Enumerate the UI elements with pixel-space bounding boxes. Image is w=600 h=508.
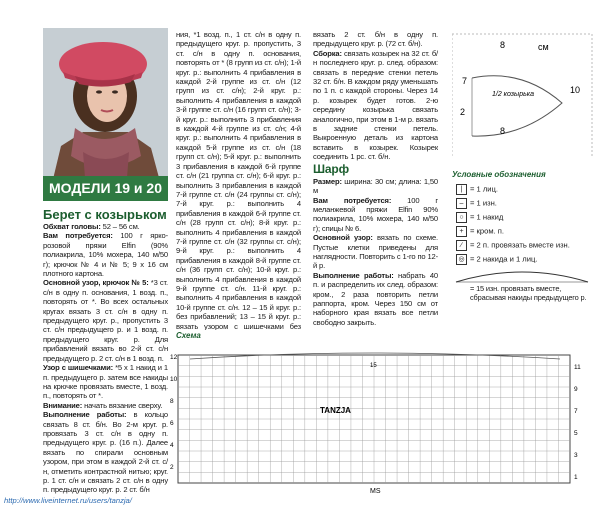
legend-item: + = кром. п. [456, 226, 504, 237]
ms-label: MS [370, 488, 381, 494]
woman-in-beret-image [43, 28, 168, 200]
row-label: 7 [574, 408, 578, 415]
legend-note: = 15 изн. провязать вместе, сбрасывая накиды предыдущего р. [470, 284, 587, 302]
scarf-column: вязать 2 ст. б/н в одну п. предыдущего круг. р. (72 ст. б/н). Сборка: связать козырек на 32 ст. б/н последнего круг. р. след. образом: связать в передние стенки петель 32 ст. б/н. В каждом ряду уменьшать по 1 п. с каждой стороны. Через 14 р. козырек будет готов. 2-ю середину козырька связать аналогично, при этом в 1-м р. вязать в задние стенки петель. Выкроенную деталь из картона вставить в козырек. Козырек соединить 1 рс. ст. б/н. Шарф Размер: ширина: 30 см; длина: 1,50 м Вам потребуется: 100 г меланжевой пряжи Elfin 90% полиакрила, 10% мохера, 140 м/50 г); спицы № 6. Основной узор: вязать по схеме. Пустые клетки приведены для наглядности. Повторить с 1-го по 12-й р. Выполнение работы: набрать 40 п. и распределить их след. образом: кром., 2 раза повторить петли раппорта, кром. Через 150 см от наборного края вязать все петли свободно закрыть. [313, 30, 438, 327]
brim-label: 1/2 козырька [492, 91, 534, 98]
dim-2: 2 [460, 107, 466, 117]
legend-item: ◎ = 2 накида и 1 лиц. [456, 254, 537, 265]
dim-10: 10 [570, 85, 581, 95]
row-label: 5 [574, 430, 578, 437]
legend-item: ∕ = 2 п. провязать вместе изн. [456, 240, 570, 251]
legend-item: ○ = 1 накид [456, 212, 503, 223]
dim-8-bottom: 8 [500, 126, 506, 136]
label: Обхват головы: [43, 222, 101, 231]
scarf-title: Шарф [313, 161, 349, 176]
beret-instructions: Обхват головы: 52 – 56 см. Вам потребуется: 100 г ярко-розовой пряжи Elfin (90% полиакрила, 10% мохера, 140 м/50 г); крючок № 4 и № 5; 9 х 16 см плотного картона. Основной узор, крючок № 5: *3 ст. с/н в одну п. основания, 1 возд. п., повторять от *. Во всех остальных кругах вязать 3 ст. с/н в одну п. предыдущего круг. р., пропустить 3 ст. с/н предыдущего р. и 1 возд. п. предыдущего круг. р. Для прибавлений вязать во 2-й ст. с/н предыдущего р. 2 ст. с/н в 1 возд. п. Узор с шишечками: *5 х 1 накид и 1 п. предыдущего р. затем все накиды на крючке провязать вместе, 1 возд. п., повторять от *. Внимание: начать вязание сверху. Выполнение работы: в кольцо связать 8 ст. б/н. Во 2-м круг. р. провязать 3 ст. с/н в одну п. предыдущего круг. р. (16 п.). Далее вязать по спирали основным узором, при этом в каждой 2-й ст. с/н, отметить контрастной нитью; круг. р. 1 ст. с/н и связать 2 ст. с/н в одну п. предыдущего круг. р. 2 ст. б/н [43, 222, 169, 495]
row-label: 1 [574, 474, 578, 481]
knitting-chart [170, 339, 590, 494]
row-label: 8 [170, 398, 174, 405]
row-label: 6 [170, 420, 174, 427]
source-url[interactable]: http://www.liveinternet.ru/users/tanzja/ [4, 496, 132, 505]
row-label: 4 [170, 442, 174, 449]
model-photo [43, 28, 168, 200]
schema-title: Схема [176, 331, 201, 340]
row-label: 3 [574, 452, 578, 459]
legend-item: | = 1 лиц. [456, 184, 498, 195]
bobble-symbol [452, 268, 594, 284]
row-label: 2 [170, 464, 174, 471]
row-label: 12 [170, 354, 178, 361]
row-label: 10 [170, 376, 178, 383]
unit-cm: см [538, 42, 549, 52]
legend-item: – = 1 изн. [456, 198, 497, 209]
legend-title: Условные обозначения [452, 170, 546, 179]
row-label: 11 [574, 364, 581, 371]
beret-instructions-continued: ния, *1 возд. п., 1 ст. с/н в одну п. предыдущего круг. р. пропустить, 3 ст. с/н в одну п. основания, повторять от * (8 групп из ст. с/н); 1-й круг. р.: выполнить 4 прибавления в каждой 2-й группе из ст. с/н (12 групп из ст. с/н); 2-й круг. р.: выполнить 4 прибавления в каждой 3-й группе ст. с/н (16 групп ст. с/н); 3-й круг. р.: выполнить 3 прибавления в каждой 4-й группе из ст. с/н; 4-й круг. р.: выполнить 4 прибавления в каждой 5-й группе из ст. с/н (18 групп ст. с/н); 5-й круг. р.: выполнить 3 прибавления в каждой 6-й группе ст. с/н (21 группа ст. с/н); 6-й круг. р.: выполнить 3 прибавления в каждой 7-й группе ст. с/н (24 группы ст. с/н); 7-й круг. р.: выполнить 4 прибавления в каждой 6-й группе ст. с/н (28 групп ст. с/н); 8-й круг. р.: выполнить 4 прибавления в каждой 7-й группе ст. с/н (32 группы ст. с/н); 9-й круг. р.: выполнить 4 прибавления в каждой 8-й группе ст. с/н (36 групп ст. с/н); 10-й круг. р.: выполнить 4 прибавления в каждой 9-й группе ст. с/н. 11-й круг. р.: выполнить 4 прибавления в каждой 10-й группе ст. с/н. 12 – 15 й круг. р.: без прибавлений; 13 – 15 й круг. р.: вязать узором с шишечками без [176, 30, 301, 330]
dim-7: 7 [462, 76, 468, 86]
top-number: 15 [370, 363, 377, 369]
brim-pattern-diagram [452, 28, 597, 164]
row-label: 9 [574, 386, 578, 393]
dim-8-top: 8 [500, 40, 506, 50]
watermark: TANZJA [320, 406, 351, 415]
models-banner: МОДЕЛИ 19 и 20 [43, 176, 168, 201]
beret-title: Берет с козырьком [43, 207, 167, 222]
